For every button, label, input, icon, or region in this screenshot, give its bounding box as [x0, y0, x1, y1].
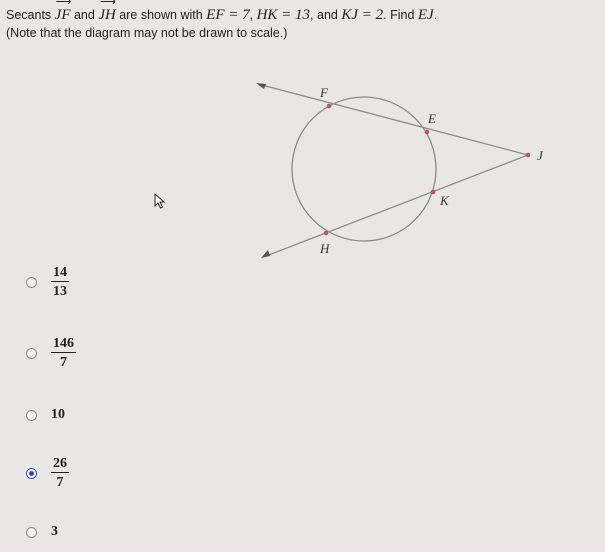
question-word: , and [310, 8, 338, 22]
secant-jh-label: JH [98, 7, 116, 23]
fraction-value [51, 336, 76, 370]
secant-line-jh [266, 155, 528, 256]
radio-button[interactable] [26, 277, 37, 288]
choice-26-7[interactable] [26, 453, 69, 493]
choice-14-13[interactable] [26, 262, 69, 302]
choice-3[interactable] [26, 512, 58, 552]
arrowhead-f [256, 83, 266, 89]
fraction-value [51, 456, 69, 490]
punctuation: , [249, 8, 254, 22]
point-h [324, 231, 329, 236]
radio-button[interactable] [26, 348, 37, 359]
denominator: 7 [56, 475, 64, 490]
circle [292, 97, 436, 241]
question-word: and [73, 8, 95, 22]
punctuation: . [433, 8, 438, 22]
choice-value: 3 [51, 524, 58, 539]
numerator: 14 [53, 265, 67, 280]
numerator: 146 [53, 336, 74, 351]
secant-jf [54, 0, 72, 24]
point-k [431, 190, 436, 195]
arrowhead-h [261, 250, 270, 258]
mouse-cursor-icon [154, 193, 166, 209]
question-word: Secants [6, 8, 52, 22]
question-word: are shown with [119, 8, 203, 22]
question-word: . Find [383, 8, 415, 22]
radio-button-selected[interactable] [26, 468, 37, 479]
label-h: H [320, 241, 330, 256]
choice-146-7[interactable] [26, 333, 76, 373]
scale-note: (Note that the diagram may not be drawn to scale.) [6, 26, 288, 40]
choice-10[interactable] [26, 395, 65, 435]
point-j [526, 153, 531, 158]
secant-jf-label: JF [54, 7, 71, 23]
point-e [425, 130, 430, 135]
secant-diagram [252, 82, 552, 272]
given-hk: HK = 13 [256, 7, 311, 23]
given-ef: EF = 7 [206, 7, 250, 23]
choice-value: 10 [51, 407, 65, 422]
given-kj: KJ = 2 [341, 7, 384, 23]
target-ej: EJ [417, 7, 434, 23]
secant-line-jf [262, 85, 528, 155]
label-f: F [320, 85, 328, 100]
denominator: 7 [60, 355, 67, 370]
vector-arrow: ⟶ [55, 0, 72, 8]
radio-button[interactable] [26, 527, 37, 538]
question-line-1 [6, 0, 602, 24]
point-f [327, 104, 332, 109]
fraction-value [51, 265, 69, 299]
label-e: E [428, 111, 436, 126]
label-k: K [440, 193, 449, 208]
label-j: J [537, 148, 543, 163]
radio-button[interactable] [26, 410, 37, 421]
question-text [6, 0, 602, 42]
denominator: 13 [53, 284, 67, 299]
vector-arrow: ⟶ [100, 0, 116, 8]
secant-jh [98, 0, 116, 24]
numerator: 26 [53, 456, 67, 471]
